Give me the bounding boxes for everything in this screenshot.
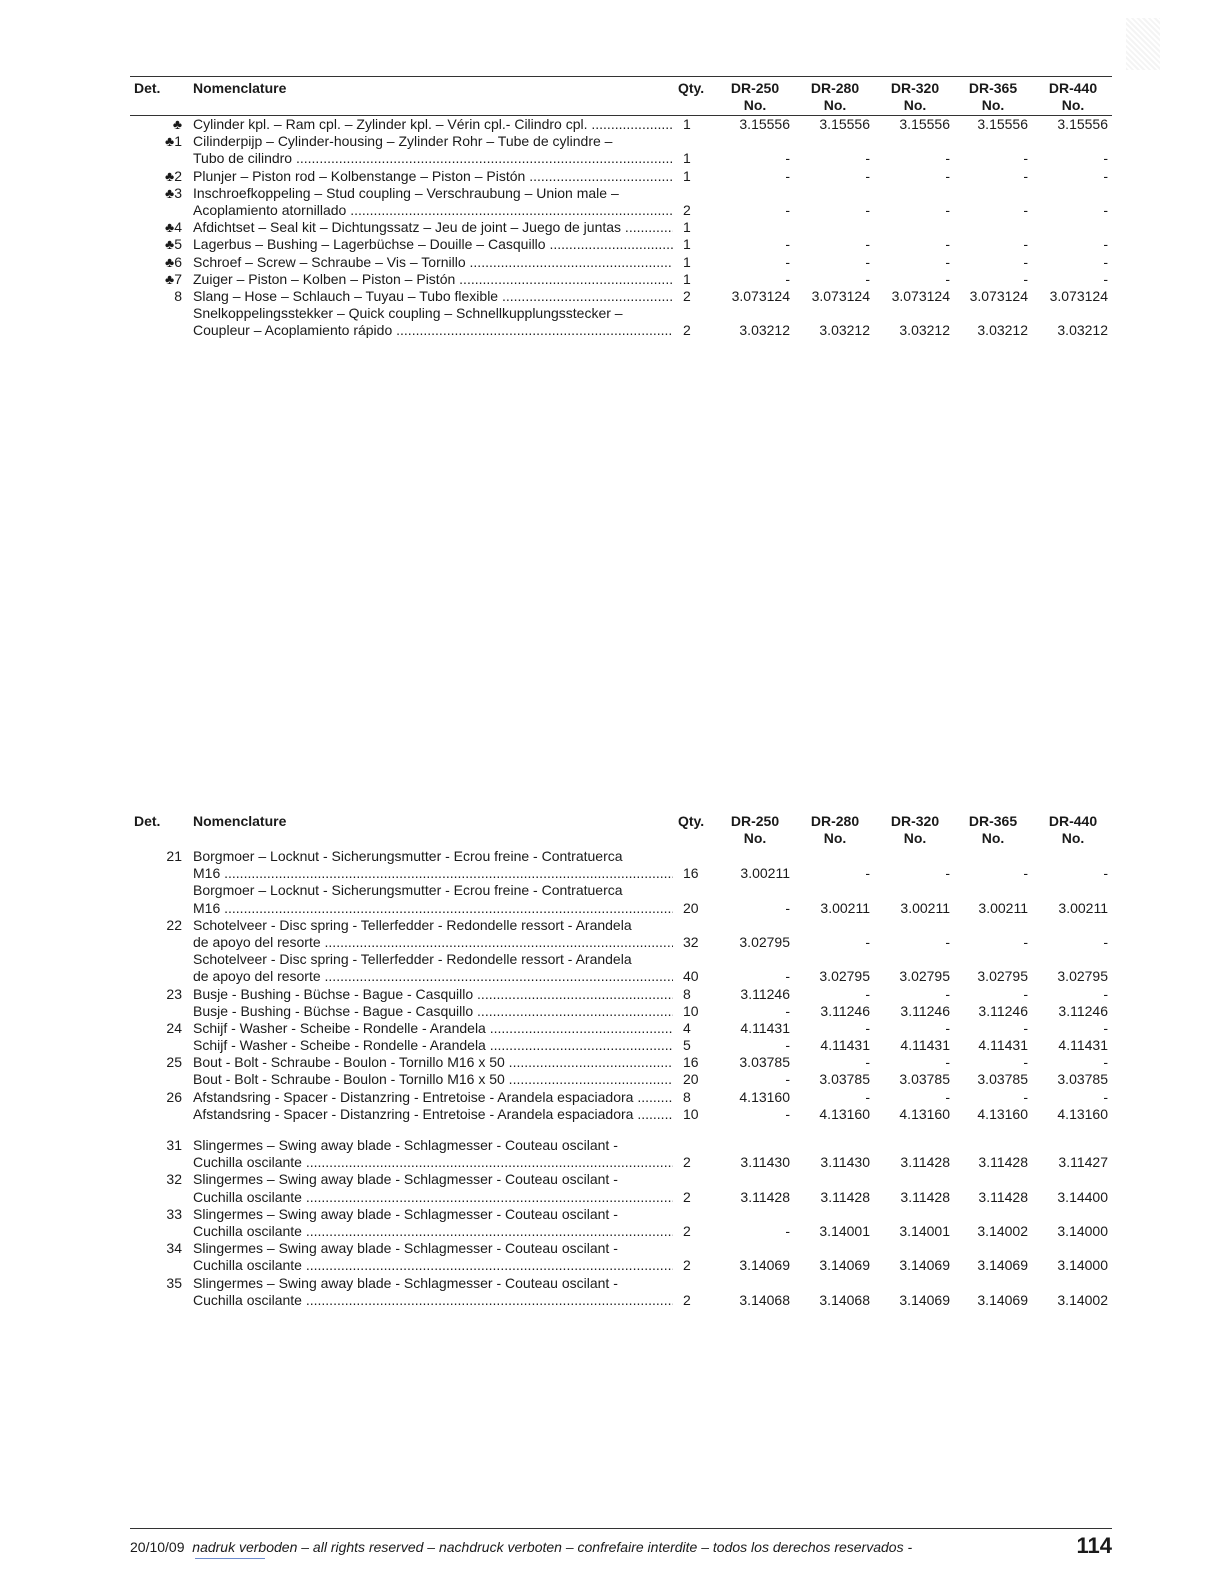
cell-part-no: 3.03212	[977, 322, 1028, 339]
cell-part-no: -	[1023, 167, 1028, 184]
table-row	[130, 1054, 1112, 1071]
table-body	[130, 116, 1112, 339]
table-row	[130, 322, 1112, 339]
cell-part-no: 3.02795	[819, 968, 870, 985]
cell-part-no: 3.11246	[740, 985, 790, 1002]
cell-qty: 32	[683, 933, 699, 950]
cell-nomenclature: Cuchilla oscilante .....	[193, 1223, 673, 1240]
cell-part-no: 4.13160	[899, 1105, 950, 1122]
cell-nomenclature: Schroef – Screw – Schraube – Vis – Tornillo .....	[193, 254, 673, 271]
table-row	[130, 288, 1112, 305]
cell-nomenclature: M16 .....	[193, 865, 673, 882]
cell-part-no: 3.11430	[820, 1154, 870, 1171]
cell-part-no: -	[1103, 270, 1108, 287]
cell-nomenclature: Cilinderpijp – Cylinder-housing – Zylinder Rohr – Tube de cylindre –	[193, 133, 613, 150]
cell-part-no: -	[785, 201, 790, 218]
cell-part-no: 3.15556	[977, 116, 1028, 132]
cell-qty: 20	[683, 1071, 699, 1088]
cell-nomenclature: Afstandsring - Spacer - Distanzring - Entretoise - Arandela espaciadora .....	[193, 1089, 673, 1106]
table-row	[130, 133, 1112, 150]
cell-part-no: -	[945, 150, 950, 167]
cell-part-no: 3.03785	[899, 1071, 950, 1088]
table-row	[130, 1106, 1112, 1123]
cell-part-no: -	[1103, 1019, 1108, 1036]
cell-part-no: -	[945, 253, 950, 270]
cell-part-no: -	[945, 167, 950, 184]
cell-part-no: -	[1103, 1054, 1108, 1071]
table-row	[130, 202, 1112, 219]
table-row	[130, 968, 1112, 985]
cell-part-no: -	[1023, 150, 1028, 167]
cell-part-no: -	[1103, 865, 1108, 882]
cell-part-no: -	[1103, 236, 1108, 253]
cell-det: 26	[166, 1088, 182, 1105]
cell-qty: 10	[683, 1105, 699, 1122]
cell-part-no: 3.14002	[1057, 1291, 1108, 1308]
cell-nomenclature: Slingermes – Swing away blade - Schlagmesser - Couteau oscilant -	[193, 1137, 618, 1153]
cell-part-no: 3.14069	[739, 1257, 790, 1274]
cell-part-no: 3.00211	[740, 865, 790, 882]
table-row	[130, 1223, 1112, 1240]
cell-part-no: 3.073124	[731, 287, 790, 304]
table-row	[130, 1071, 1112, 1088]
cell-nomenclature: Coupleur – Acoplamiento rápido .....	[193, 322, 673, 339]
cell-part-no: -	[1103, 167, 1108, 184]
cell-part-no: 4.13160	[739, 1088, 790, 1105]
cell-part-no: 3.03785	[819, 1071, 870, 1088]
header-nomenclature: Nomenclature	[193, 80, 287, 96]
cell-part-no: 3.11428	[900, 1154, 950, 1171]
table-row	[130, 865, 1112, 882]
cell-part-no: 3.02795	[739, 933, 790, 950]
cell-nomenclature: Slingermes – Swing away blade - Schlagmesser - Couteau oscilant -	[193, 1274, 618, 1291]
cell-part-no: -	[1103, 150, 1108, 167]
cell-part-no: -	[945, 270, 950, 287]
header-model: DR-280 No.	[810, 80, 860, 113]
cell-qty: 2	[683, 287, 691, 304]
cell-part-no: -	[1023, 201, 1028, 218]
cell-nomenclature: de apoyo del resorte .....	[193, 968, 673, 985]
table-header	[130, 76, 1112, 116]
cell-part-no: 3.14000	[1057, 1222, 1108, 1239]
cell-part-no: 3.14068	[819, 1291, 870, 1308]
cell-det: ♣	[172, 116, 182, 132]
cell-part-no: -	[785, 1222, 790, 1239]
footer-underline	[195, 1558, 265, 1559]
header-model: DR-320 No.	[890, 813, 940, 846]
cell-det: ♣2	[165, 167, 182, 184]
cell-nomenclature: Snelkoppelingsstekker – Quick coupling – Schnellkupplungsstecker –	[193, 305, 623, 322]
row-spacer	[130, 1123, 1112, 1137]
cell-det: ♣1	[165, 133, 182, 150]
table-row	[130, 1275, 1112, 1292]
table-row	[130, 1089, 1112, 1106]
cell-part-no: -	[785, 1071, 790, 1088]
cell-nomenclature: de apoyo del resorte .....	[193, 934, 673, 951]
cell-nomenclature: Schotelveer - Disc spring - Tellerfedder - Redondelle ressort - Arandela	[193, 916, 632, 933]
cell-part-no: -	[865, 253, 870, 270]
table-row	[130, 150, 1112, 167]
cell-qty: 40	[683, 968, 699, 985]
cell-nomenclature: Bout - Bolt - Schraube - Boulon - Tornillo M16 x 50 .....	[193, 1054, 673, 1071]
header-qty: Qty.	[678, 813, 705, 829]
table-row	[130, 1292, 1112, 1309]
cell-nomenclature: Slingermes – Swing away blade - Schlagmesser - Couteau oscilant -	[193, 1171, 618, 1188]
cell-part-no: 3.11246	[978, 1002, 1028, 1019]
cell-det: ♣7	[165, 270, 182, 287]
cell-part-no: 3.11430	[740, 1154, 790, 1171]
page-number: 114	[1076, 1533, 1112, 1558]
scan-artifact	[1126, 18, 1160, 70]
footer-date: 20/10/09	[130, 1539, 185, 1555]
cell-qty: 8	[683, 1088, 691, 1105]
cell-nomenclature: Cuchilla oscilante .....	[193, 1257, 673, 1274]
cell-part-no: 3.11428	[978, 1154, 1028, 1171]
cell-nomenclature: Busje - Bushing - Büchse - Bague - Casquillo .....	[193, 1003, 673, 1020]
cell-part-no: -	[785, 236, 790, 253]
cell-part-no: -	[865, 236, 870, 253]
cell-part-no: 3.073124	[969, 287, 1028, 304]
table-row	[130, 254, 1112, 271]
cell-part-no: -	[865, 1019, 870, 1036]
cell-part-no: 3.14001	[899, 1222, 950, 1239]
cell-qty: 10	[683, 1002, 699, 1019]
cell-part-no: 3.00211	[1058, 899, 1108, 916]
cell-nomenclature: Borgmoer – Locknut - Sicherungsmutter - Ecrou freine - Contratuerca	[193, 848, 623, 864]
cell-part-no: 3.14400	[1057, 1188, 1108, 1205]
cell-part-no: 4.11431	[900, 1037, 950, 1054]
cell-part-no: 3.14069	[899, 1257, 950, 1274]
cell-part-no: -	[785, 899, 790, 916]
cell-det: ♣5	[165, 236, 182, 253]
table-body	[130, 848, 1112, 1309]
cell-part-no: -	[1023, 253, 1028, 270]
cell-part-no: -	[945, 1019, 950, 1036]
table-row	[130, 219, 1112, 236]
cell-qty: 1	[683, 150, 691, 167]
cell-nomenclature: Acoplamiento atornillado .....	[193, 202, 673, 219]
cell-part-no: -	[945, 201, 950, 218]
table-row	[130, 848, 1112, 865]
cell-part-no: 3.03785	[1057, 1071, 1108, 1088]
cell-part-no: 4.13160	[819, 1105, 870, 1122]
cell-part-no: 3.03212	[819, 322, 870, 339]
table-row	[130, 116, 1112, 133]
cell-part-no: 3.15556	[1057, 116, 1108, 132]
table-row	[130, 917, 1112, 934]
header-model: DR-250 No.	[730, 80, 780, 113]
cell-det: 21	[166, 848, 182, 864]
cell-part-no: 3.15556	[899, 116, 950, 132]
cell-det: 33	[166, 1205, 182, 1222]
cell-nomenclature: M16 .....	[193, 900, 673, 917]
header-det: Det.	[134, 80, 161, 96]
cell-nomenclature: Zuiger – Piston – Kolben – Piston – Pistón .....	[193, 271, 673, 288]
cell-part-no: 4.13160	[1057, 1105, 1108, 1122]
header-model: DR-440 No.	[1048, 80, 1098, 113]
cell-nomenclature: Borgmoer – Locknut - Sicherungsmutter - Ecrou freine - Contratuerca	[193, 882, 623, 899]
cell-nomenclature: Cuchilla oscilante .....	[193, 1292, 673, 1309]
cell-qty: 2	[683, 1291, 691, 1308]
cell-part-no: -	[865, 1054, 870, 1071]
cell-det: 8	[174, 287, 182, 304]
cell-qty: 2	[683, 1222, 691, 1239]
footer-text	[130, 1539, 912, 1555]
cell-qty: 1	[683, 236, 691, 253]
table-row	[130, 882, 1112, 899]
cell-part-no: -	[1023, 270, 1028, 287]
cell-nomenclature: Afstandsring - Spacer - Distanzring - Entretoise - Arandela espaciadora .....	[193, 1106, 673, 1123]
cell-part-no: 3.03212	[739, 322, 790, 339]
cell-part-no: -	[1023, 1019, 1028, 1036]
cell-det: 24	[166, 1019, 182, 1036]
cell-part-no: 3.073124	[891, 287, 950, 304]
cell-part-no: -	[865, 270, 870, 287]
cell-part-no: 3.11246	[820, 1002, 870, 1019]
cell-nomenclature: Afdichtset – Seal kit – Dichtungssatz – Jeu de joint – Juego de juntas .....	[193, 219, 673, 236]
table-row	[130, 1240, 1112, 1257]
cell-part-no: -	[865, 167, 870, 184]
cell-part-no: 3.14068	[739, 1291, 790, 1308]
header-model: DR-280 No.	[810, 813, 860, 846]
page-footer	[130, 1528, 1112, 1569]
table-row	[130, 1003, 1112, 1020]
cell-nomenclature: Schijf - Washer - Scheibe - Rondelle - Arandela .....	[193, 1020, 673, 1037]
cell-part-no: 3.14069	[977, 1257, 1028, 1274]
cell-qty: 2	[683, 201, 691, 218]
table-row	[130, 1020, 1112, 1037]
cell-nomenclature: Tubo de cilindro .....	[193, 150, 673, 167]
cell-det: 34	[166, 1240, 182, 1257]
cell-part-no: -	[785, 1105, 790, 1122]
cell-det: ♣6	[165, 253, 182, 270]
cell-part-no: -	[865, 201, 870, 218]
header-model: DR-250 No.	[730, 813, 780, 846]
cell-part-no: 4.11431	[740, 1019, 790, 1036]
cell-part-no: 3.00211	[820, 899, 870, 916]
cell-part-no: 3.14001	[819, 1222, 870, 1239]
cell-part-no: -	[785, 968, 790, 985]
cell-qty: 2	[683, 1257, 691, 1274]
cell-part-no: -	[785, 167, 790, 184]
cell-part-no: 3.11428	[900, 1188, 950, 1205]
cell-part-no: 3.00211	[978, 899, 1028, 916]
table-row	[130, 168, 1112, 185]
cell-part-no: 3.15556	[739, 116, 790, 132]
cell-part-no: -	[785, 253, 790, 270]
cell-qty: 1	[683, 219, 691, 236]
cell-det: 25	[166, 1054, 182, 1071]
table-row	[130, 986, 1112, 1003]
cell-part-no: -	[945, 1054, 950, 1071]
cell-part-no: -	[1103, 201, 1108, 218]
cell-part-no: -	[1103, 253, 1108, 270]
cell-part-no: -	[1023, 933, 1028, 950]
table-row	[130, 1171, 1112, 1188]
cell-qty: 1	[683, 116, 691, 132]
cell-part-no: 3.11427	[1058, 1154, 1108, 1171]
table-row	[130, 900, 1112, 917]
cell-part-no: -	[1103, 1088, 1108, 1105]
cell-part-no: -	[1023, 1054, 1028, 1071]
cell-part-no: 4.11431	[820, 1037, 870, 1054]
cell-part-no: 3.14002	[977, 1222, 1028, 1239]
cell-nomenclature: Busje - Bushing - Büchse - Bague - Casquillo .....	[193, 986, 673, 1003]
cell-det: ♣3	[165, 184, 182, 201]
cell-part-no: -	[945, 236, 950, 253]
cell-part-no: -	[945, 1088, 950, 1105]
cell-nomenclature: Slingermes – Swing away blade - Schlagmesser - Couteau oscilant -	[193, 1240, 618, 1257]
cell-part-no: 3.11428	[740, 1188, 790, 1205]
cell-qty: 2	[683, 1188, 691, 1205]
cell-qty: 1	[683, 253, 691, 270]
cell-det: 22	[166, 916, 182, 933]
cell-nomenclature: Cuchilla oscilante .....	[193, 1154, 673, 1171]
cell-qty: 2	[683, 1154, 691, 1171]
cell-part-no: -	[1023, 236, 1028, 253]
cell-part-no: 3.14069	[899, 1291, 950, 1308]
cell-part-no: 3.03785	[739, 1054, 790, 1071]
cell-part-no: -	[1103, 933, 1108, 950]
header-model: DR-365 No.	[968, 813, 1018, 846]
cell-part-no: 3.11428	[978, 1188, 1028, 1205]
parts-table-blades	[130, 810, 1112, 1309]
cell-nomenclature: Cylinder kpl. – Ram cpl. – Zylinder kpl. – Vérin cpl.- Cilindro cpl. .....	[193, 116, 673, 133]
cell-part-no: -	[865, 865, 870, 882]
cell-part-no: -	[1023, 1088, 1028, 1105]
cell-nomenclature: Inschroefkoppeling – Stud coupling – Verschraubung – Union male –	[193, 184, 619, 201]
cell-det: 35	[166, 1274, 182, 1291]
table-row	[130, 236, 1112, 253]
cell-part-no: 3.03212	[899, 322, 950, 339]
cell-part-no: 3.02795	[1057, 968, 1108, 985]
cell-part-no: 3.02795	[899, 968, 950, 985]
table-row	[130, 185, 1112, 202]
cell-part-no: 4.11431	[978, 1037, 1028, 1054]
cell-part-no: 3.11246	[900, 1002, 950, 1019]
cell-part-no: -	[865, 985, 870, 1002]
cell-part-no: 3.11428	[820, 1188, 870, 1205]
table-row	[130, 1257, 1112, 1274]
cell-part-no: 3.14069	[977, 1291, 1028, 1308]
cell-qty: 2	[683, 322, 691, 339]
cell-qty: 8	[683, 985, 691, 1002]
cell-part-no: -	[1023, 865, 1028, 882]
table-row	[130, 1037, 1112, 1054]
table-row	[130, 305, 1112, 322]
cell-qty: 1	[683, 270, 691, 287]
cell-part-no: -	[785, 1037, 790, 1054]
table-header	[130, 810, 1112, 848]
header-nomenclature: Nomenclature	[193, 813, 287, 829]
table-row	[130, 1189, 1112, 1206]
cell-part-no: -	[785, 1002, 790, 1019]
cell-part-no: 3.14000	[1057, 1257, 1108, 1274]
cell-part-no: 3.073124	[811, 287, 870, 304]
cell-part-no: -	[1103, 985, 1108, 1002]
cell-nomenclature: Lagerbus – Bushing – Lagerbüchse – Douille – Casquillo .....	[193, 236, 673, 253]
cell-det: 23	[166, 985, 182, 1002]
cell-qty: 16	[683, 1054, 699, 1071]
cell-qty: 4	[683, 1019, 691, 1036]
header-model: DR-440 No.	[1048, 813, 1098, 846]
cell-part-no: -	[785, 270, 790, 287]
cell-part-no: 3.03785	[977, 1071, 1028, 1088]
cell-part-no: -	[785, 150, 790, 167]
parts-table-cylinder	[130, 76, 1112, 339]
cell-nomenclature: Slang – Hose – Schlauch – Tuyau – Tubo flexible .....	[193, 288, 673, 305]
cell-qty: 20	[683, 899, 699, 916]
cell-det: 31	[166, 1137, 182, 1153]
cell-part-no: -	[945, 865, 950, 882]
table-row	[130, 1154, 1112, 1171]
cell-part-no: -	[945, 933, 950, 950]
footer-rights: nadruk verboden – all rights reserved – nachdruck verboten – confrefaire interdite – todos los derechos reservados -	[192, 1539, 913, 1555]
cell-part-no: 4.13160	[977, 1105, 1028, 1122]
cell-part-no: -	[865, 933, 870, 950]
table-row	[130, 1137, 1112, 1154]
cell-qty: 5	[683, 1037, 691, 1054]
cell-part-no: -	[945, 985, 950, 1002]
table-row	[130, 271, 1112, 288]
cell-det: ♣4	[165, 219, 182, 236]
cell-part-no: 3.14069	[819, 1257, 870, 1274]
table-row	[130, 934, 1112, 951]
cell-part-no: 3.00211	[900, 899, 950, 916]
cell-qty: 1	[683, 167, 691, 184]
cell-part-no: 3.15556	[819, 116, 870, 132]
cell-nomenclature: Slingermes – Swing away blade - Schlagmesser - Couteau oscilant -	[193, 1205, 618, 1222]
cell-det: 32	[166, 1171, 182, 1188]
cell-nomenclature: Schijf - Washer - Scheibe - Rondelle - Arandela .....	[193, 1037, 673, 1054]
cell-part-no: -	[1023, 985, 1028, 1002]
cell-part-no: 4.11431	[1058, 1037, 1108, 1054]
cell-nomenclature: Cuchilla oscilante .....	[193, 1189, 673, 1206]
cell-nomenclature: Plunjer – Piston rod – Kolbenstange – Piston – Pistón .....	[193, 168, 673, 185]
cell-qty: 16	[683, 865, 699, 882]
header-model: DR-365 No.	[968, 80, 1018, 113]
cell-nomenclature: Schotelveer - Disc spring - Tellerfedder - Redondelle ressort - Arandela	[193, 951, 632, 968]
cell-part-no: 3.073124	[1049, 287, 1108, 304]
header-det: Det.	[134, 813, 161, 829]
cell-part-no: 3.02795	[977, 968, 1028, 985]
table-row	[130, 951, 1112, 968]
cell-part-no: -	[865, 150, 870, 167]
cell-part-no: 3.03212	[1057, 322, 1108, 339]
cell-part-no: 3.11246	[1058, 1002, 1108, 1019]
cell-nomenclature: Bout - Bolt - Schraube - Boulon - Tornillo M16 x 50 .....	[193, 1071, 673, 1088]
cell-part-no: -	[865, 1088, 870, 1105]
table-row	[130, 1206, 1112, 1223]
header-qty: Qty.	[678, 80, 705, 96]
header-model: DR-320 No.	[890, 80, 940, 113]
